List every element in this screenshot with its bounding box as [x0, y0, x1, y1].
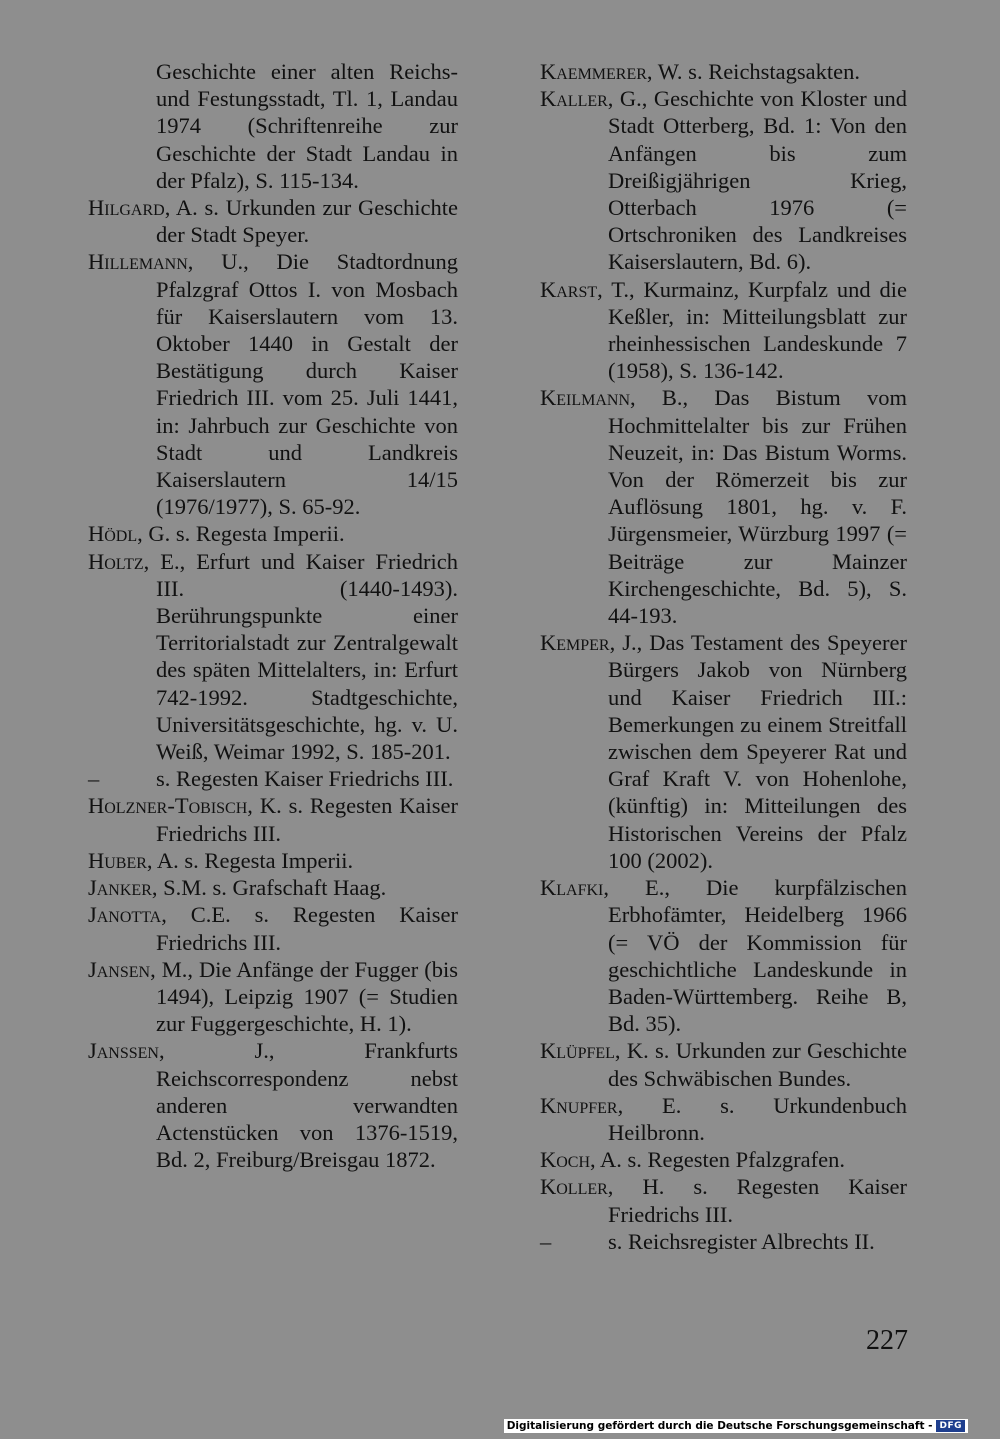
entry-author: Hillemann	[88, 249, 188, 275]
bibliography-entry	[540, 1092, 907, 1146]
bibliography-entry	[88, 847, 458, 874]
entry-author: Holzner-Tobisch	[88, 793, 248, 819]
bibliography-entry	[540, 85, 907, 275]
bibliography-entry	[540, 384, 907, 629]
entry-text: , J., Frankfurts Reichscorrespondenz nebst anderen verwandten Actenstücken von 1376-1519, Bd. 2, Freiburg/Breisgau 1872.	[156, 1038, 458, 1173]
entry-text: , E. s. Urkundenbuch Heilbronn.	[608, 1092, 907, 1145]
entry-text: , K. s. Regesten Kaiser Friedrichs III.	[156, 793, 458, 846]
entry-text: , K. s. Urkunden zur Geschichte des Schwäbischen Bundes.	[608, 1038, 907, 1091]
entry-author: Huber	[88, 847, 147, 873]
bibliography-entry	[88, 956, 458, 1038]
entry-author: Hilgard	[88, 195, 165, 221]
entry-author: Koller	[540, 1174, 608, 1200]
bibliography-entry	[540, 1228, 907, 1255]
bibliography-entry	[88, 765, 458, 792]
entry-text: Geschichte einer alten Reichs-und Festungsstadt, Tl. 1, Landau 1974 (Schriftenreihe zur Geschichte der Stadt Landau in der Pfalz), S. 115-134.	[156, 59, 458, 193]
entry-text: s. Regesten Kaiser Friedrichs III.	[156, 766, 454, 792]
bibliography-entry	[88, 248, 458, 520]
bibliography-entry	[540, 1173, 907, 1227]
entry-text: , E., Die kurpfälzischen Erbhofämter, Heidelberg 1966 (= VÖ der Kommission für geschichtliche Landeskunde in Baden-Württemberg. Reihe B, Bd. 35).	[603, 875, 907, 1037]
entry-text: , J., Das Testament des Speyerer Bürgers Jakob von Nürnberg und Kaiser Friedrich III.: Bemerkungen zu einem Streitfall zwischen dem Speyerer Rat und Graf Kraft V. von Hohenlohe, (künftig) in: Mitteilungen des Historischen Vereins der Pfalz 100 (2002).	[608, 630, 907, 873]
bibliography-entry	[540, 874, 907, 1037]
entry-text: , E., Erfurt und Kaiser Friedrich III. (1440-1493). Berührungspunkte einer Territorialstadt zur Zentralgewalt des späten Mittelalters, in: Erfurt 742-1992. Stadtgeschichte, Universitätsgeschichte, hg. v. U. Weiß, Weimar 1992, S. 185-201.	[143, 548, 458, 765]
entry-text: , B., Das Bistum vom Hochmittelalter bis zur Frühen Neuzeit, in: Das Bistum Worms. Von der Römerzeit bis zur Auflösung 1801, hg. v. F. Jürgensmeier, Würzburg 1997 (= Beiträge zur Mainzer Kirchengeschichte, Bd. 5), S. 44-193.	[608, 385, 907, 629]
entry-text: , T., Kurmainz, Kurpfalz und die Keßler, in: Mitteilungsblatt zur rheinhessischen Landeskunde 7 (1958), S. 136-142.	[597, 276, 907, 384]
bibliography-entry	[540, 58, 907, 85]
entry-author: Holtz	[88, 548, 144, 574]
entry-author: Keilmann	[540, 385, 631, 411]
entry-author: Hödl	[88, 521, 138, 547]
entry-author: Janotta	[88, 902, 162, 928]
entry-text: , A. s. Regesta Imperii.	[146, 847, 354, 873]
repeat-author-dash: –	[88, 766, 100, 792]
entry-author: Janker	[88, 875, 152, 901]
repeat-author-dash: –	[540, 1228, 552, 1254]
page-number: 227	[866, 1325, 908, 1356]
bibliography-entry	[88, 58, 458, 194]
dfg-logo: DFG	[936, 1420, 965, 1432]
entry-text: , C.E. s. Regesten Kaiser Friedrichs III.	[156, 902, 458, 955]
bibliography-entry	[540, 276, 907, 385]
bibliography-entry	[88, 520, 458, 547]
footer-credit	[504, 1419, 968, 1433]
entry-author: Knupfer	[540, 1092, 618, 1118]
entry-text: , S.M. s. Grafschaft Haag.	[151, 875, 387, 901]
entry-text: , G., Geschichte von Kloster und Stadt Otterberg, Bd. 1: Von den Anfängen bis zum Dreißigjährigen Krieg, Otterbach 1976 (= Ortschroniken des Landkreises Kaiserslautern, Bd. 6).	[607, 86, 907, 275]
entry-author: Klüpfel	[540, 1038, 615, 1064]
entry-author: Jansen	[88, 956, 151, 982]
entry-author: Koch	[540, 1147, 591, 1173]
entry-text: , U., Die Stadtordnung Pfalzgraf Ottos I. von Mosbach für Kaiserslautern vom 13. Oktober 1440 in Gestalt der Bestätigung durch Kaiser Friedrich III. vom 25. Juli 1441, in: Jahrbuch zur Geschichte von Stadt und Landkreis Kaiserslautern 14/15 (1976/1977), S. 65-92.	[156, 249, 458, 520]
bibliography-entry	[88, 548, 458, 766]
entry-text: s. Reichsregister Albrechts II.	[608, 1228, 875, 1254]
bibliography-entry	[540, 1037, 907, 1091]
entry-text: , A. s. Urkunden zur Geschichte der Stadt Speyer.	[156, 195, 458, 248]
entry-text: , A. s. Regesten Pfalzgrafen.	[590, 1147, 845, 1173]
bibliography-entry	[88, 194, 458, 248]
bibliography-entry	[88, 874, 458, 901]
bibliography-entry	[88, 1037, 458, 1173]
entry-text: , G. s. Regesta Imperii.	[137, 521, 345, 547]
entry-author: Kaller	[540, 86, 608, 112]
entry-author: Karst	[540, 276, 598, 302]
right-column	[540, 58, 907, 1255]
bibliography-entry	[540, 1146, 907, 1173]
entry-text: , M., Die Anfänge der Fugger (bis 1494), Leipzig 1907 (= Studien zur Fuggergeschichte, H. 1).	[150, 956, 458, 1037]
entry-text: , W. s. Reichstagsakten.	[646, 59, 861, 84]
entry-author: Janssen	[88, 1038, 159, 1064]
left-column	[88, 58, 458, 1173]
bibliography-entry	[88, 901, 458, 955]
entry-author: Kemper	[540, 630, 610, 656]
bibliography-entry	[540, 629, 907, 874]
bibliography-entry	[88, 792, 458, 846]
entry-text: , H. s. Regesten Kaiser Friedrichs III.	[607, 1174, 907, 1227]
footer-text: Digitalisierung gefördert durch die Deutsche Forschungsgemeinschaft -	[506, 1420, 933, 1432]
entry-author: Kaemmerer	[540, 59, 647, 84]
entry-author: Klafki	[540, 875, 604, 901]
